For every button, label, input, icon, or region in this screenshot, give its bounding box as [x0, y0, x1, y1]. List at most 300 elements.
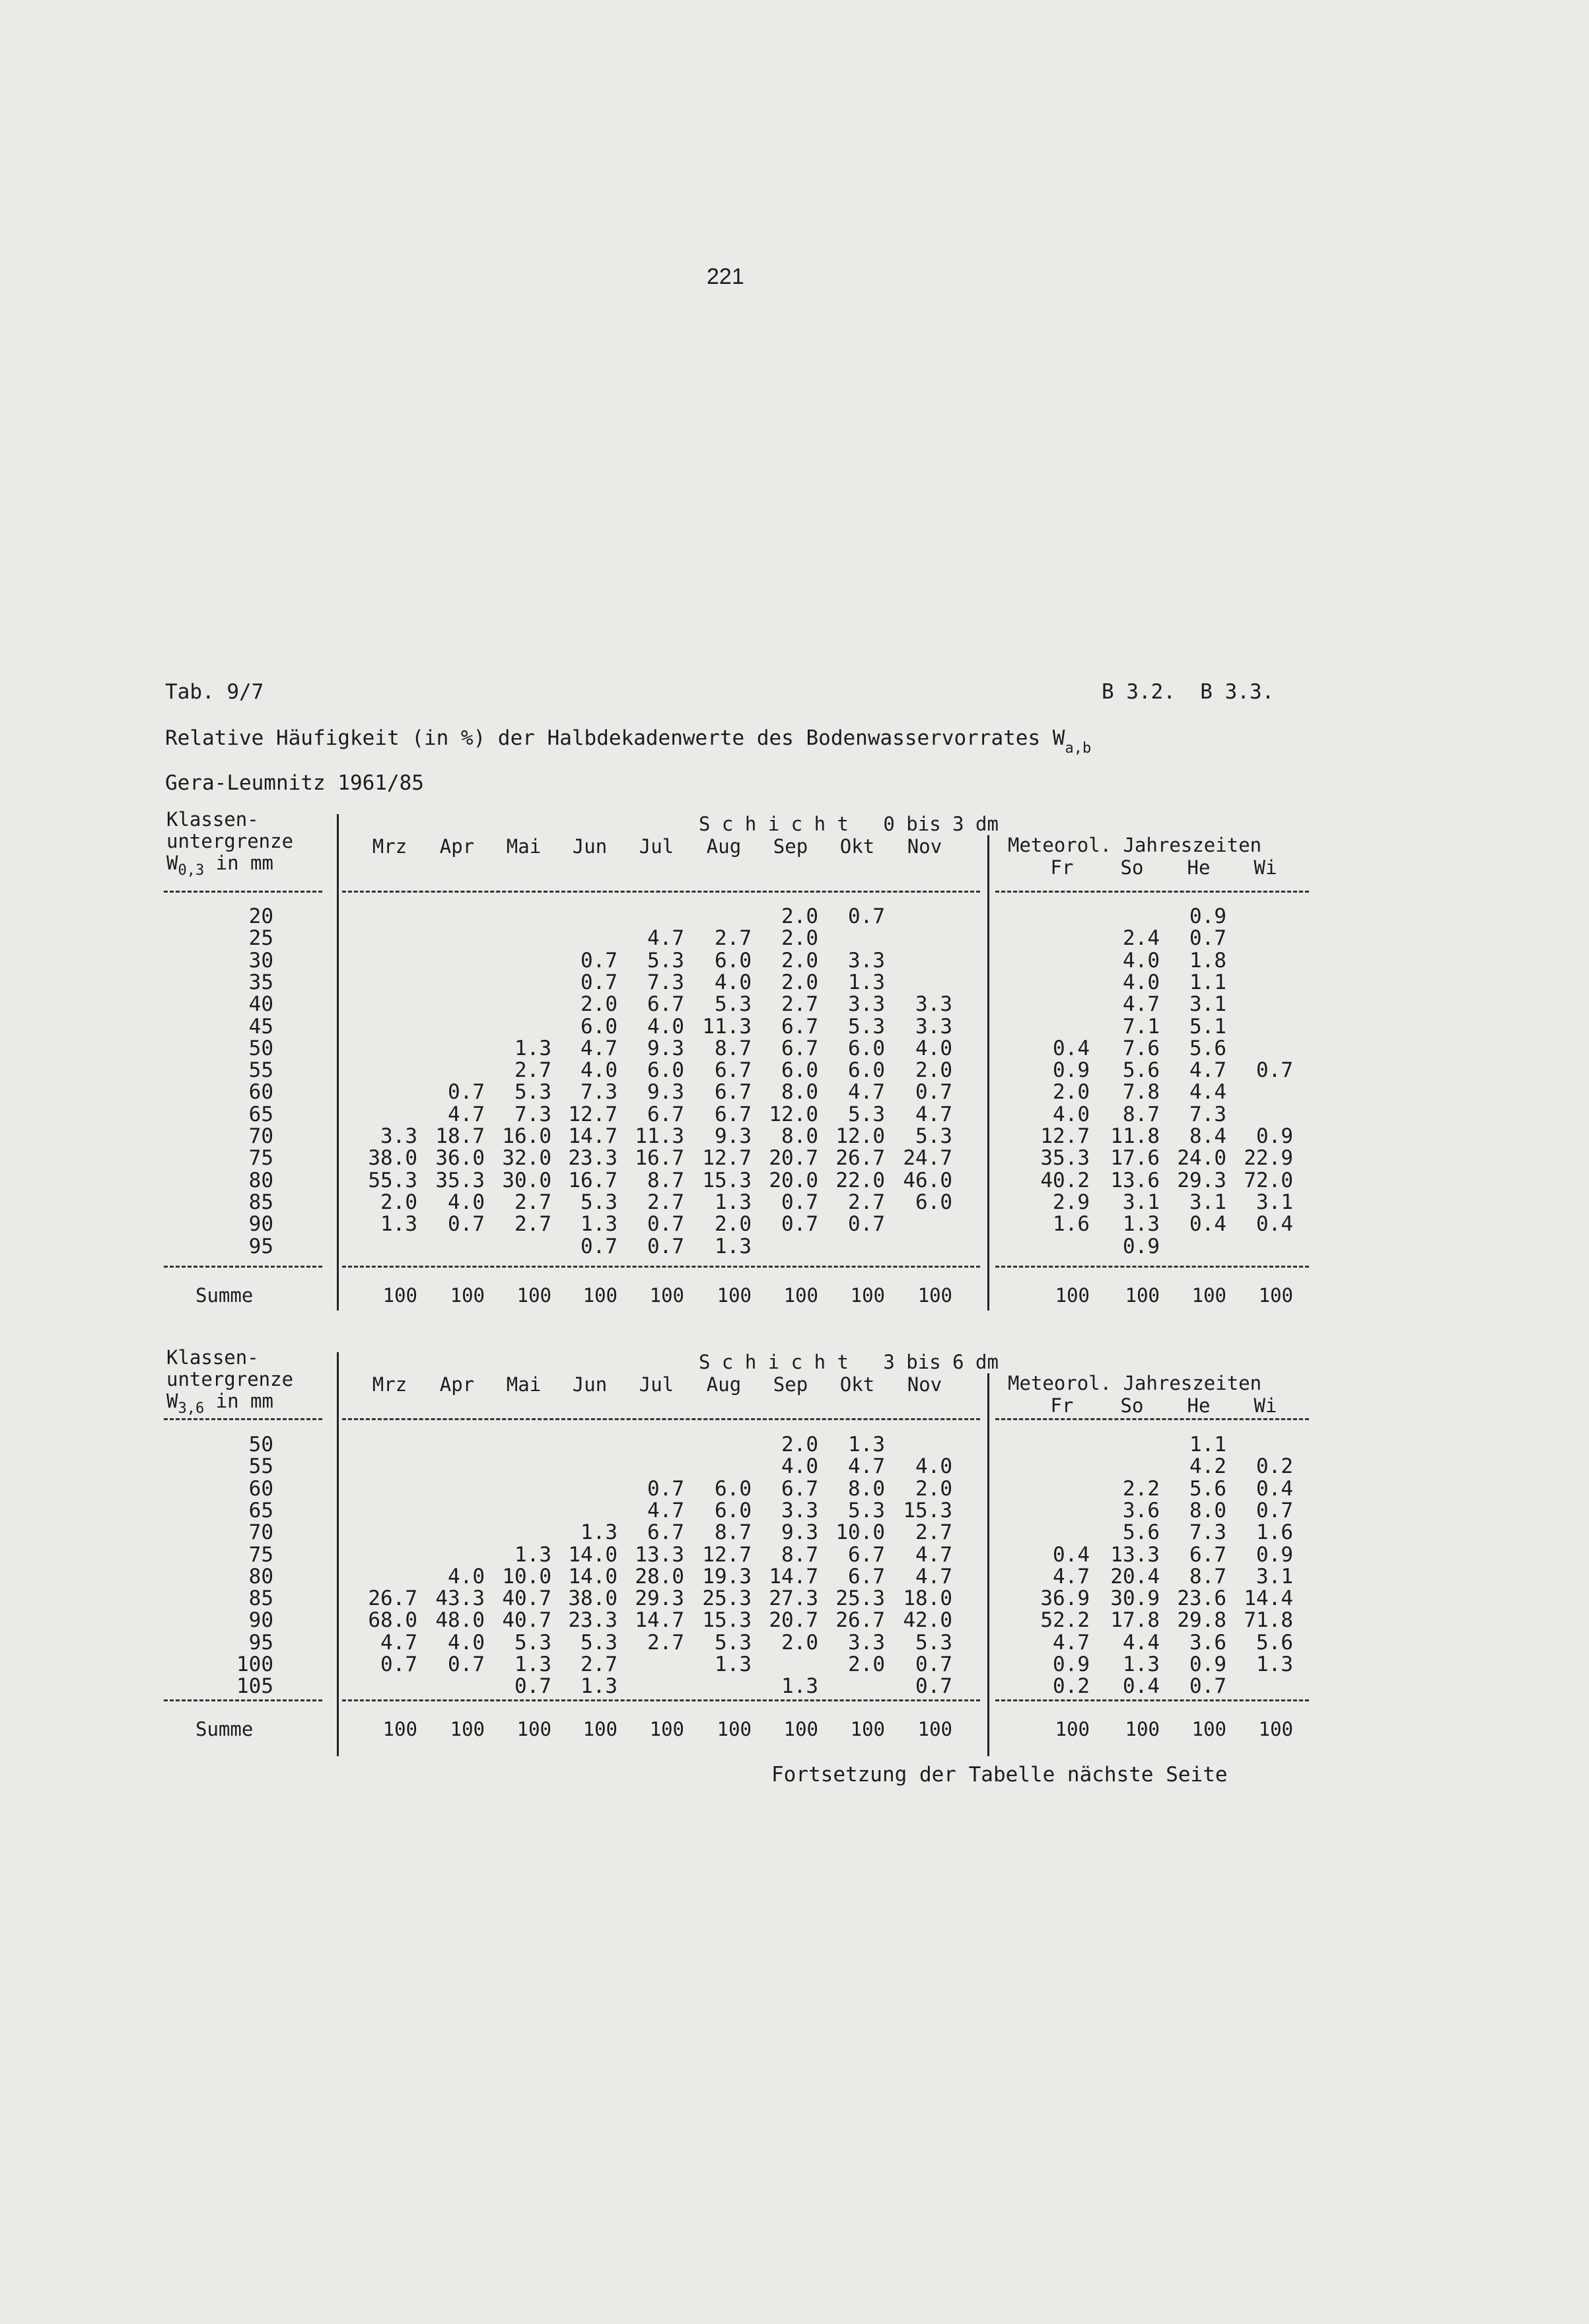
season-value-wi: 14.4: [1244, 1587, 1293, 1611]
month-value-aug: 6.7: [715, 1058, 752, 1083]
month-value-sep: 6.7: [781, 1036, 818, 1060]
class-value: 85: [248, 1190, 273, 1214]
class-label-line1: Klassen-: [166, 1346, 259, 1369]
class-value: 100: [236, 1653, 273, 1676]
month-value-mrz: 0.7: [380, 1653, 417, 1676]
month-value-sep: 2.0: [781, 948, 818, 973]
month-value-jul: 16.7: [635, 1146, 684, 1171]
season-value-he: 3.1: [1189, 1190, 1226, 1214]
month-value-okt: 8.0: [848, 1476, 885, 1501]
month-value-mai: 32.0: [502, 1146, 551, 1171]
table-block-layer-0-3dm: [164, 809, 1309, 1311]
month-value-okt: 2.7: [848, 1190, 885, 1214]
season-value-he: 8.7: [1189, 1564, 1226, 1589]
table-number: Tab. 9/7: [165, 680, 264, 704]
month-value-jul: 0.7: [647, 1212, 684, 1237]
season-value-wi: 1.3: [1256, 1653, 1293, 1676]
month-value-mai: 1.3: [514, 1653, 551, 1676]
season-header-so: So: [1120, 1394, 1144, 1417]
table-row: [164, 1674, 1309, 1699]
season-header-wi: Wi: [1254, 1394, 1277, 1417]
station-period: Gera-Leumnitz 1961/85: [165, 771, 424, 795]
month-value-jul: 2.7: [647, 1190, 684, 1214]
class-value: 25: [248, 926, 273, 951]
month-value-jun: 14.0: [568, 1542, 618, 1567]
month-value-mai: 30.0: [502, 1168, 551, 1192]
season-value-he: 5.6: [1189, 1476, 1226, 1501]
season-value-wi: 0.7: [1256, 1058, 1293, 1083]
sum-value-nov: 100: [917, 1718, 952, 1740]
sum-value-mai: 100: [516, 1718, 551, 1740]
month-header-apr: Apr: [439, 1373, 475, 1396]
month-header-jun: Jun: [572, 1373, 608, 1396]
month-value-apr: 36.0: [435, 1146, 485, 1171]
class-label-unit: in mm: [204, 852, 273, 874]
season-value-he: 24.0: [1177, 1146, 1226, 1171]
table-row: [164, 1169, 1309, 1190]
month-header-okt: Okt: [839, 1373, 875, 1396]
season-value-wi: 3.1: [1256, 1190, 1293, 1214]
season-value-he: 5.1: [1189, 1014, 1226, 1039]
month-value-sep: 2.0: [781, 905, 818, 928]
month-value-aug: 5.3: [715, 992, 752, 1017]
season-value-fr: 0.9: [1053, 1058, 1090, 1083]
month-value-jun: 0.7: [581, 1234, 618, 1258]
month-header-mrz: Mrz: [372, 835, 407, 858]
month-value-sep: 0.7: [781, 1212, 818, 1237]
month-value-sep: 8.0: [781, 1124, 818, 1148]
month-value-okt: 3.3: [848, 1630, 885, 1655]
header-rule-0: [164, 1418, 322, 1420]
season-value-fr: 40.2: [1040, 1168, 1090, 1192]
month-value-nov: 42.0: [903, 1608, 952, 1633]
month-header-aug: Aug: [706, 1373, 742, 1396]
month-header-jun: Jun: [572, 835, 608, 858]
month-value-jun: 14.7: [568, 1124, 618, 1148]
month-value-sep: 2.0: [781, 1433, 818, 1456]
sum-rule-2: [995, 1699, 1309, 1701]
class-label-unit: in mm: [204, 1390, 273, 1412]
sum-value-mai: 100: [516, 1284, 551, 1307]
header-rule-2: [995, 1418, 1309, 1420]
month-value-aug: 8.7: [715, 1036, 752, 1060]
month-value-aug: 2.7: [715, 926, 752, 951]
month-value-aug: 1.3: [715, 1234, 752, 1258]
sum-value-wi: 100: [1258, 1284, 1293, 1307]
table-row: [164, 1631, 1309, 1653]
month-value-mai: 5.3: [514, 1630, 551, 1655]
month-value-apr: 48.0: [435, 1608, 485, 1633]
month-value-nov: 0.7: [915, 1674, 952, 1699]
sum-value-okt: 100: [850, 1284, 885, 1307]
season-value-he: 1.1: [1189, 970, 1226, 994]
season-value-he: 0.4: [1189, 1212, 1226, 1237]
seasons-title: Meteorol. Jahreszeiten: [1008, 1372, 1262, 1394]
month-value-aug: 8.7: [715, 1521, 752, 1545]
month-value-okt: 26.7: [835, 1608, 885, 1633]
month-value-sep: 1.3: [781, 1674, 818, 1699]
class-value: 85: [248, 1587, 273, 1611]
month-value-jul: 4.0: [647, 1014, 684, 1039]
table-row: [164, 971, 1309, 992]
month-value-okt: 26.7: [835, 1146, 885, 1171]
month-value-sep: 20.0: [769, 1168, 818, 1192]
month-value-mrz: 26.7: [368, 1587, 417, 1611]
month-value-aug: 6.0: [715, 948, 752, 973]
month-value-nov: 15.3: [903, 1498, 952, 1522]
season-value-so: 17.6: [1110, 1146, 1160, 1171]
month-value-okt: 1.3: [848, 970, 885, 994]
month-value-apr: 0.7: [448, 1080, 485, 1105]
table-row: [164, 1015, 1309, 1037]
month-value-okt: 25.3: [835, 1587, 885, 1611]
season-value-fr: 0.4: [1053, 1542, 1090, 1567]
header-rule-1: [342, 1418, 980, 1420]
table-row: [164, 1190, 1309, 1212]
class-value: 80: [248, 1168, 273, 1192]
season-value-he: 4.7: [1189, 1058, 1226, 1083]
sum-rule-2: [995, 1266, 1309, 1268]
month-value-jun: 23.3: [568, 1146, 618, 1171]
season-value-so: 4.0: [1123, 948, 1160, 973]
month-value-aug: 19.3: [702, 1564, 752, 1589]
month-value-jun: 1.3: [581, 1674, 618, 1699]
month-value-apr: 0.7: [448, 1212, 485, 1237]
month-value-okt: 4.7: [848, 1454, 885, 1479]
month-value-jun: 1.3: [581, 1521, 618, 1545]
class-value: 35: [248, 970, 273, 994]
table-row: [164, 992, 1309, 1017]
season-value-wi: 0.7: [1256, 1498, 1293, 1522]
month-value-jul: 28.0: [635, 1564, 684, 1589]
season-header-so: So: [1120, 856, 1144, 879]
month-value-jul: 13.3: [635, 1542, 684, 1567]
sum-label: Summe: [195, 1718, 254, 1740]
season-value-so: 3.6: [1123, 1498, 1160, 1522]
sum-value-he: 100: [1191, 1284, 1226, 1307]
month-header-mrz: Mrz: [372, 1373, 407, 1396]
month-value-jul: 2.7: [647, 1630, 684, 1655]
class-value: 40: [248, 992, 273, 1017]
season-value-wi: 5.6: [1256, 1630, 1293, 1655]
month-value-mrz: 2.0: [380, 1190, 417, 1214]
month-value-jun: 1.3: [581, 1212, 618, 1237]
month-value-sep: 27.3: [769, 1587, 818, 1611]
season-value-fr: 35.3: [1040, 1146, 1090, 1171]
class-value: 95: [248, 1234, 273, 1258]
season-value-fr: 36.9: [1040, 1587, 1090, 1611]
month-value-nov: 4.7: [915, 1542, 952, 1567]
season-value-fr: 0.2: [1053, 1674, 1090, 1699]
sum-label: Summe: [195, 1284, 254, 1307]
season-value-he: 4.4: [1189, 1080, 1226, 1105]
sum-value-jun: 100: [583, 1284, 618, 1307]
season-value-so: 1.3: [1123, 1212, 1160, 1237]
month-value-mrz: 55.3: [368, 1168, 417, 1192]
month-value-aug: 1.3: [715, 1190, 752, 1214]
season-value-fr: 0.4: [1053, 1036, 1090, 1060]
sum-value-sep: 100: [783, 1718, 818, 1740]
month-value-mai: 2.7: [514, 1212, 551, 1237]
month-header-mai: Mai: [506, 835, 542, 858]
month-value-mai: 5.3: [514, 1080, 551, 1105]
season-value-he: 0.9: [1189, 1653, 1226, 1676]
season-value-he: 1.1: [1189, 1433, 1226, 1456]
month-value-nov: 3.3: [915, 1014, 952, 1039]
season-value-wi: 72.0: [1244, 1168, 1293, 1192]
month-value-aug: 6.0: [715, 1476, 752, 1501]
month-value-sep: 8.0: [781, 1080, 818, 1105]
month-value-sep: 20.7: [769, 1608, 818, 1633]
layer-title: S c h i c h t 3 bis 6 dm: [699, 1351, 999, 1373]
month-value-sep: 12.0: [769, 1102, 818, 1126]
season-value-so: 17.8: [1110, 1608, 1160, 1633]
class-label-line2: untergrenze: [166, 1368, 294, 1390]
season-value-he: 4.2: [1189, 1454, 1226, 1479]
month-value-jun: 5.3: [581, 1190, 618, 1214]
month-value-apr: 18.7: [435, 1124, 485, 1148]
season-header-fr: Fr: [1050, 1394, 1074, 1417]
month-value-jun: 5.3: [581, 1630, 618, 1655]
month-value-mai: 16.0: [502, 1124, 551, 1148]
sum-value-mrz: 100: [382, 1284, 417, 1307]
sum-value-jun: 100: [583, 1718, 618, 1740]
month-value-nov: 18.0: [903, 1587, 952, 1611]
month-header-jul: Jul: [639, 1373, 674, 1396]
season-value-wi: 0.2: [1256, 1454, 1293, 1479]
month-value-jul: 6.0: [647, 1058, 684, 1083]
season-value-he: 7.3: [1189, 1521, 1226, 1545]
season-value-so: 7.1: [1123, 1014, 1160, 1039]
month-value-nov: 6.0: [915, 1190, 952, 1214]
month-value-okt: 4.7: [848, 1080, 885, 1105]
class-value: 30: [248, 948, 273, 973]
season-value-so: 1.3: [1123, 1653, 1160, 1676]
month-value-okt: 10.0: [835, 1521, 885, 1545]
month-value-okt: 6.7: [848, 1542, 885, 1567]
table-row: [164, 1653, 1309, 1674]
month-value-jun: 23.3: [568, 1608, 618, 1633]
month-value-mai: 40.7: [502, 1608, 551, 1633]
month-value-sep: 9.3: [781, 1521, 818, 1545]
season-value-fr: 12.7: [1040, 1124, 1090, 1148]
season-value-he: 29.3: [1177, 1168, 1226, 1192]
sum-value-fr: 100: [1055, 1284, 1090, 1307]
month-value-okt: 5.3: [848, 1498, 885, 1522]
month-header-mai: Mai: [506, 1373, 542, 1396]
sum-rule-1: [342, 1266, 980, 1268]
season-value-so: 11.8: [1110, 1124, 1160, 1148]
month-value-sep: 4.0: [781, 1454, 818, 1479]
month-value-apr: 4.7: [448, 1102, 485, 1126]
season-value-wi: 1.6: [1256, 1521, 1293, 1545]
month-value-jun: 14.0: [568, 1564, 618, 1589]
sum-value-he: 100: [1191, 1718, 1226, 1740]
month-value-jul: 0.7: [647, 1476, 684, 1501]
month-value-nov: 5.3: [915, 1630, 952, 1655]
month-value-okt: 3.3: [848, 992, 885, 1017]
header-rule-1: [342, 891, 980, 893]
table-title-subscript: a,b: [1065, 740, 1092, 757]
class-label-line2: untergrenze: [166, 830, 294, 852]
table-row: [164, 905, 1309, 926]
sum-value-aug: 100: [717, 1718, 752, 1740]
class-value: 105: [236, 1674, 273, 1699]
class-value: 65: [248, 1498, 273, 1522]
month-value-aug: 6.0: [715, 1498, 752, 1522]
month-value-nov: 5.3: [915, 1124, 952, 1148]
month-header-aug: Aug: [706, 835, 742, 858]
sum-value-sep: 100: [783, 1284, 818, 1307]
season-value-fr: 4.7: [1053, 1630, 1090, 1655]
month-value-okt: 6.0: [848, 1036, 885, 1060]
table-row: [164, 1499, 1309, 1521]
season-value-so: 7.8: [1123, 1080, 1160, 1105]
month-header-sep: Sep: [773, 835, 808, 858]
month-value-aug: 2.0: [715, 1212, 752, 1237]
month-value-jul: 8.7: [647, 1168, 684, 1192]
month-value-jul: 6.7: [647, 1521, 684, 1545]
month-value-jul: 6.7: [647, 1102, 684, 1126]
season-value-wi: 22.9: [1244, 1146, 1293, 1171]
month-header-sep: Sep: [773, 1373, 808, 1396]
month-value-okt: 0.7: [848, 905, 885, 928]
class-label-line1: Klassen-: [166, 808, 259, 831]
month-value-sep: 2.0: [781, 1630, 818, 1655]
sum-value-apr: 100: [450, 1284, 485, 1307]
sum-rule-1: [342, 1699, 980, 1701]
month-value-sep: 14.7: [769, 1564, 818, 1589]
table-row: [164, 1037, 1309, 1058]
table-row: [164, 1080, 1309, 1105]
month-value-jun: 0.7: [581, 970, 618, 994]
month-value-okt: 12.0: [835, 1124, 885, 1148]
month-value-nov: 4.0: [915, 1454, 952, 1479]
table-block-layer-3-6dm: [164, 1347, 1309, 1756]
season-value-fr: 4.7: [1053, 1564, 1090, 1589]
month-value-jul: 7.3: [647, 970, 684, 994]
header-rule-0: [164, 891, 322, 893]
season-value-fr: 1.6: [1053, 1212, 1090, 1237]
month-value-mai: 1.3: [514, 1542, 551, 1567]
table-row: [164, 1212, 1309, 1237]
class-value: 50: [248, 1433, 273, 1456]
month-value-okt: 5.3: [848, 1102, 885, 1126]
page-number: 221: [707, 264, 744, 289]
month-value-nov: 3.3: [915, 992, 952, 1017]
month-value-aug: 6.7: [715, 1102, 752, 1126]
month-value-nov: 4.7: [915, 1102, 952, 1126]
month-header-okt: Okt: [839, 835, 875, 858]
season-value-wi: 0.4: [1256, 1476, 1293, 1501]
layer-title: S c h i c h t 0 bis 3 dm: [699, 813, 999, 835]
season-value-he: 8.0: [1189, 1498, 1226, 1522]
table-row: [164, 1103, 1309, 1124]
month-value-aug: 5.3: [715, 1630, 752, 1655]
class-value: 45: [248, 1014, 273, 1039]
month-value-mai: 40.7: [502, 1587, 551, 1611]
season-value-he: 0.9: [1189, 905, 1226, 928]
season-value-fr: 4.0: [1053, 1102, 1090, 1126]
table-row: [164, 1058, 1309, 1083]
season-value-so: 30.9: [1110, 1587, 1160, 1611]
table-row: [164, 1433, 1309, 1454]
class-value: 75: [248, 1542, 273, 1567]
table-row: [164, 926, 1309, 951]
month-value-jun: 4.7: [581, 1036, 618, 1060]
class-value: 60: [248, 1476, 273, 1501]
month-value-mrz: 38.0: [368, 1146, 417, 1171]
season-value-he: 29.8: [1177, 1608, 1226, 1633]
season-value-so: 8.7: [1123, 1102, 1160, 1126]
month-value-nov: 24.7: [903, 1146, 952, 1171]
season-value-so: 4.7: [1123, 992, 1160, 1017]
season-value-fr: 0.9: [1053, 1653, 1090, 1676]
sum-rule-0: [164, 1699, 322, 1701]
class-value: 50: [248, 1036, 273, 1060]
month-value-nov: 2.7: [915, 1521, 952, 1545]
month-value-jun: 6.0: [581, 1014, 618, 1039]
month-value-sep: 2.7: [781, 992, 818, 1017]
season-value-he: 6.7: [1189, 1542, 1226, 1567]
sum-value-nov: 100: [917, 1284, 952, 1307]
class-value: 70: [248, 1124, 273, 1148]
class-value: 60: [248, 1080, 273, 1105]
month-value-jul: 4.7: [647, 1498, 684, 1522]
table-references: B 3.2. B 3.3.: [1102, 680, 1275, 704]
month-value-mai: 2.7: [514, 1190, 551, 1214]
season-value-wi: 3.1: [1256, 1564, 1293, 1589]
month-value-jul: 0.7: [647, 1234, 684, 1258]
month-value-okt: 5.3: [848, 1014, 885, 1039]
month-value-okt: 0.7: [848, 1212, 885, 1237]
month-value-jul: 29.3: [635, 1587, 684, 1611]
class-value: 70: [248, 1521, 273, 1545]
month-value-aug: 6.7: [715, 1080, 752, 1105]
sum-value-fr: 100: [1055, 1718, 1090, 1740]
month-header-apr: Apr: [439, 835, 475, 858]
month-value-mai: 2.7: [514, 1058, 551, 1083]
class-value: 65: [248, 1102, 273, 1126]
month-value-jun: 12.7: [568, 1102, 618, 1126]
season-value-wi: 0.9: [1256, 1124, 1293, 1148]
season-value-so: 4.4: [1123, 1630, 1160, 1655]
season-value-fr: 2.0: [1053, 1080, 1090, 1105]
sum-value-jul: 100: [649, 1284, 684, 1307]
sum-value-jul: 100: [649, 1718, 684, 1740]
month-value-nov: 0.7: [915, 1653, 952, 1676]
class-label-subscript: 0,3: [178, 862, 205, 879]
season-value-he: 5.6: [1189, 1036, 1226, 1060]
table-row: [164, 1543, 1309, 1565]
month-value-apr: 0.7: [448, 1653, 485, 1676]
sum-rule-0: [164, 1266, 322, 1268]
month-value-sep: 3.3: [781, 1498, 818, 1522]
month-value-aug: 12.7: [702, 1146, 752, 1171]
season-value-he: 3.6: [1189, 1630, 1226, 1655]
season-header-he: He: [1187, 856, 1211, 879]
month-value-aug: 15.3: [702, 1608, 752, 1633]
seasons-title: Meteorol. Jahreszeiten: [1008, 834, 1262, 856]
month-value-sep: 6.7: [781, 1476, 818, 1501]
month-value-sep: 6.0: [781, 1058, 818, 1083]
month-value-jun: 7.3: [581, 1080, 618, 1105]
month-value-nov: 4.7: [915, 1564, 952, 1589]
month-value-apr: 4.0: [448, 1630, 485, 1655]
sum-value-mrz: 100: [382, 1718, 417, 1740]
month-value-mai: 0.7: [514, 1674, 551, 1699]
season-value-so: 7.6: [1123, 1036, 1160, 1060]
